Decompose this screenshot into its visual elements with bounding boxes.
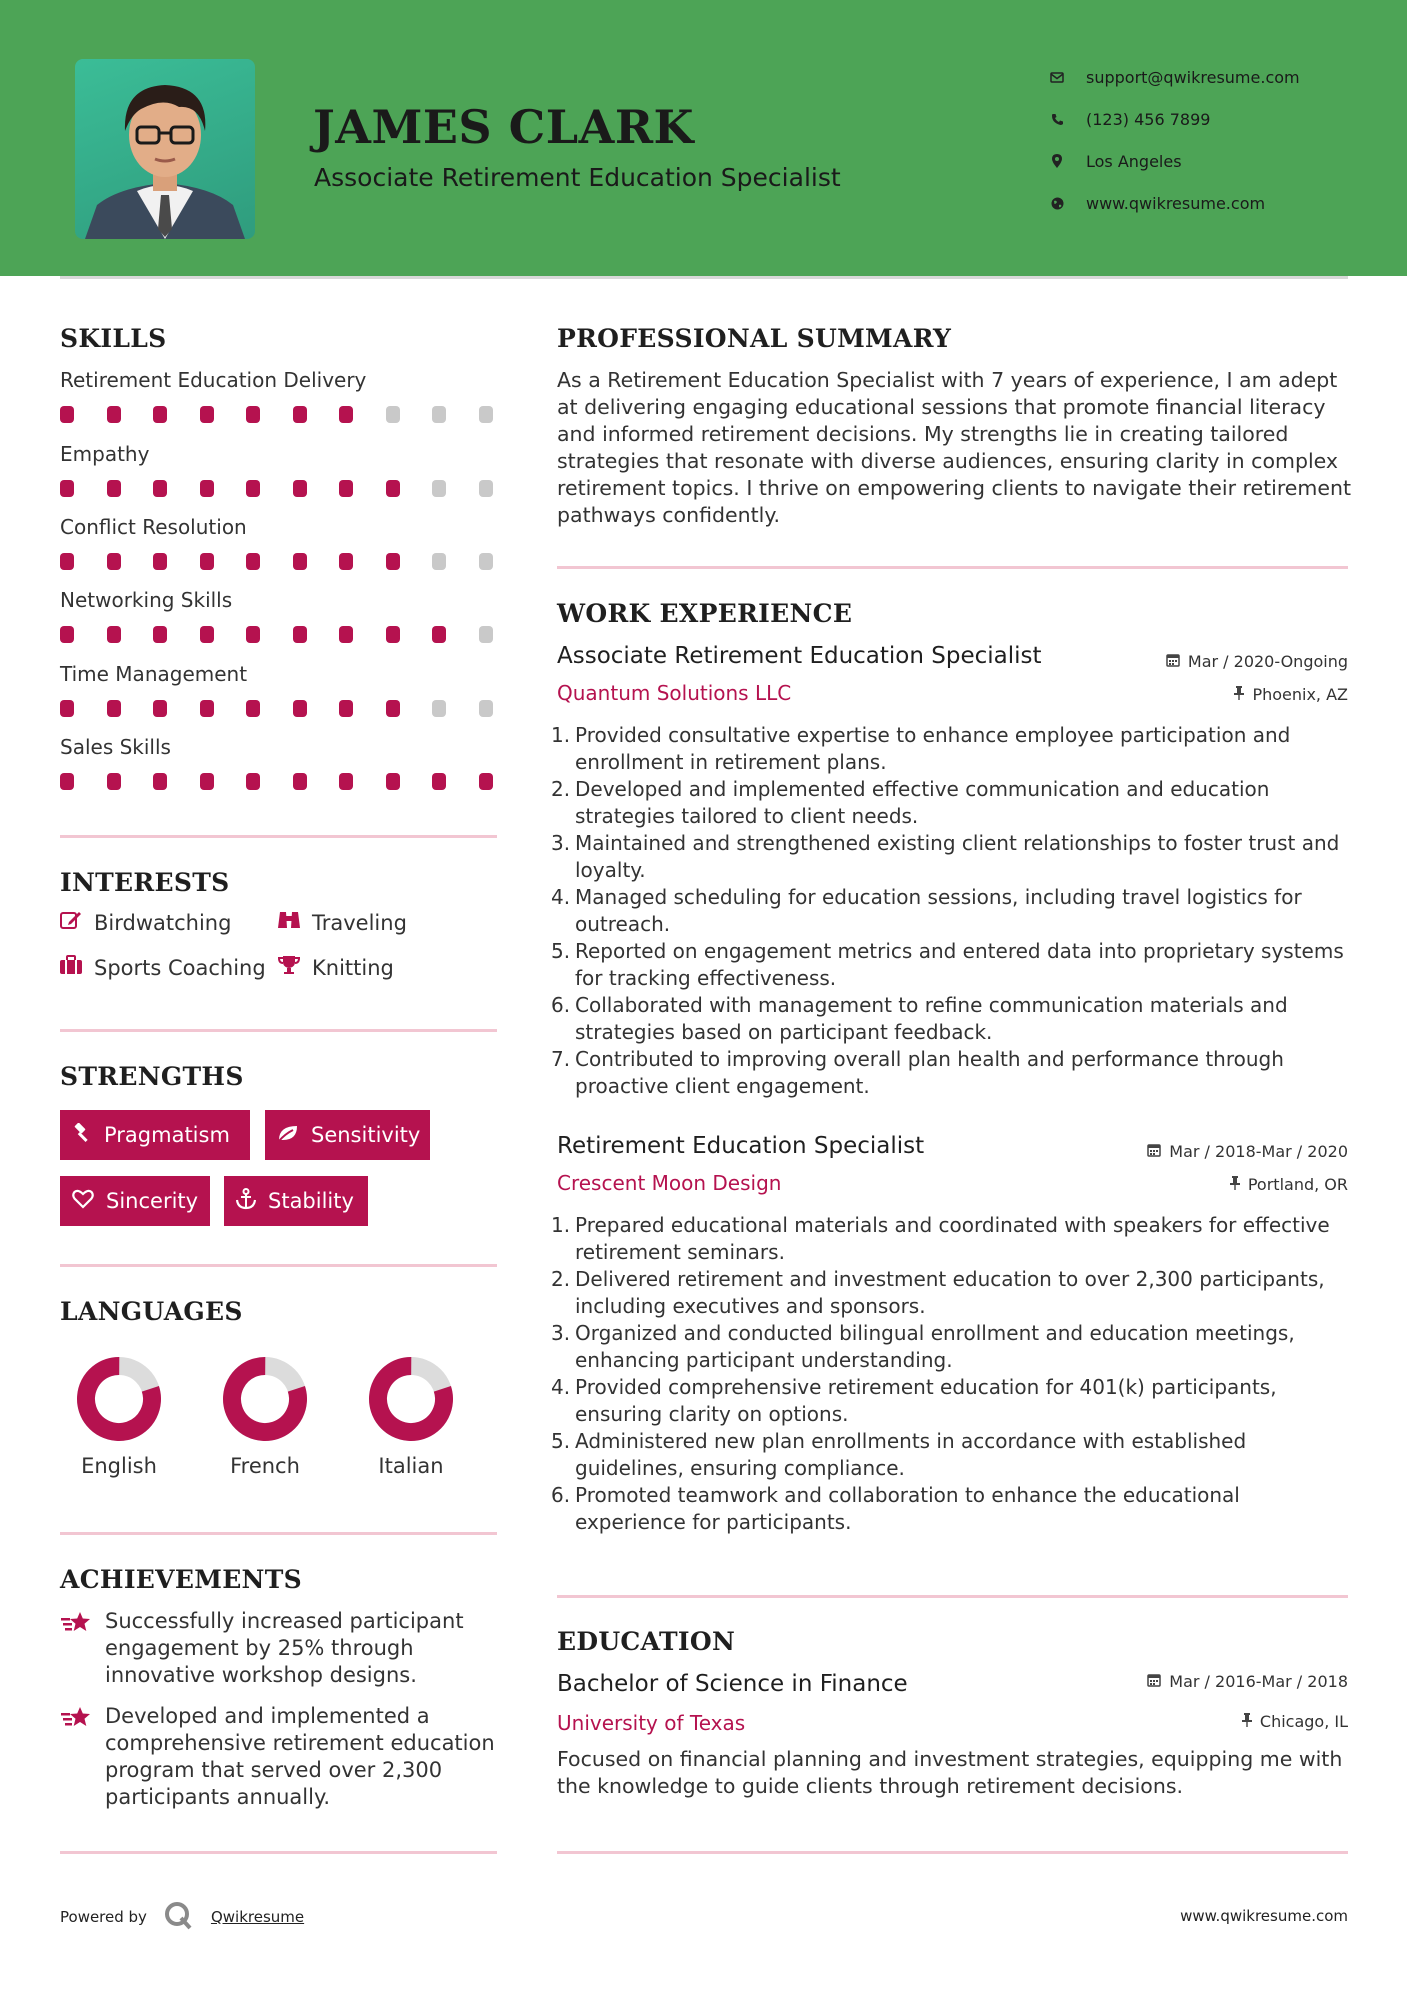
shooting-star-icon <box>60 1608 92 1689</box>
skill-dot-filled <box>339 700 353 717</box>
skill-dot-filled <box>339 626 353 643</box>
language-item <box>210 1356 320 1478</box>
skill-dot-filled <box>60 406 74 423</box>
skill-dot-filled <box>200 626 214 643</box>
section-divider <box>60 1029 497 1032</box>
list-item-text: Promoted teamwork and collaboration to enhance the educational experience for participants. <box>575 1483 1240 1534</box>
skill-dot-empty <box>432 406 446 423</box>
strength-label: Stability <box>268 1189 354 1213</box>
skill-rating <box>60 626 500 644</box>
contact-location <box>1050 140 1300 182</box>
trophy-icon <box>276 955 302 980</box>
interest-item <box>58 955 266 980</box>
list-item-text: Managed scheduling for education sessions, including travel logistics for outreach. <box>575 885 1302 936</box>
experience-heading: WORK EXPERIENCE <box>557 599 853 628</box>
map-pin-icon <box>1050 154 1064 168</box>
job-dates-text: Mar / 2020-Ongoing <box>1187 652 1348 671</box>
summary-heading: PROFESSIONAL SUMMARY <box>557 324 952 353</box>
list-item: 6. Collaborated with management to refine communication materials and strategies based on participant feedback. <box>551 993 1288 1044</box>
job-company: Crescent Moon Design <box>557 1171 782 1195</box>
list-item-text: Administered new plan enrollments in accordance with established guidelines, ensuring compliance. <box>575 1429 1247 1480</box>
job-title: Retirement Education Specialist <box>557 1133 925 1159</box>
footer-website[interactable]: www.qwikresume.com <box>1180 1907 1348 1925</box>
skill-rating <box>60 480 500 498</box>
qwikresume-logo-icon <box>163 1900 193 1934</box>
skill-label: Time Management <box>60 662 248 686</box>
list-item-text: Collaborated with management to refine communication materials and strategies based on participant feedback. <box>575 993 1288 1044</box>
achievements-heading: ACHIEVEMENTS <box>60 1565 302 1594</box>
skill-dot-empty <box>432 553 446 570</box>
section-divider <box>60 1851 497 1854</box>
skill-dot-filled <box>153 406 167 423</box>
contact-email-text: support@qwikresume.com <box>1086 67 1300 87</box>
skill-dot-filled <box>60 773 74 790</box>
skill-dot-filled <box>60 700 74 717</box>
list-item-text: Delivered retirement and investment education to over 2,300 participants, including executives and sponsors. <box>575 1267 1325 1318</box>
skill-rating <box>60 773 500 791</box>
language-donut <box>76 1356 162 1442</box>
calendar-icon <box>1147 1673 1161 1691</box>
strength-label: Pragmatism <box>104 1123 230 1147</box>
skill-dot-empty <box>479 700 493 717</box>
skill-dot-filled <box>107 480 121 497</box>
languages-heading: LANGUAGES <box>60 1297 243 1326</box>
shooting-star-icon <box>60 1703 92 1811</box>
contact-list <box>1050 56 1300 224</box>
skill-dot-empty <box>432 700 446 717</box>
skill-dot-filled <box>60 626 74 643</box>
language-label: French <box>230 1454 300 1478</box>
education-dates-text: Mar / 2016-Mar / 2018 <box>1169 1672 1348 1691</box>
skill-rating <box>60 700 500 718</box>
list-item: 4. Managed scheduling for education sessions, including travel logistics for outreach. <box>551 885 1302 936</box>
pushpin-icon <box>1234 686 1244 704</box>
binoculars-icon <box>276 910 302 935</box>
skill-dot-empty <box>479 406 493 423</box>
skill-dot-filled <box>153 700 167 717</box>
skill-label: Empathy <box>60 442 150 466</box>
skill-label: Conflict Resolution <box>60 515 247 539</box>
language-donut <box>222 1356 308 1442</box>
list-item-text: Reported on engagement metrics and entered data into proprietary systems for tracking effectiveness. <box>575 939 1344 990</box>
skill-dot-filled <box>246 700 260 717</box>
language-donut <box>368 1356 454 1442</box>
job-location-text: Portland, OR <box>1247 1175 1348 1194</box>
list-item-text: Organized and conducted bilingual enrollment and education meetings, enhancing participant understanding. <box>575 1321 1295 1372</box>
job-dates <box>1147 1142 1348 1161</box>
achievement-text: Successfully increased participant engagement by 25% through innovative workshop designs. <box>105 1609 464 1687</box>
skill-label: Retirement Education Delivery <box>60 368 367 392</box>
strength-tag <box>60 1176 210 1226</box>
skill-label: Sales Skills <box>60 735 171 759</box>
education-location <box>1242 1712 1348 1731</box>
profile-photo <box>75 59 255 239</box>
skill-dot-filled <box>293 773 307 790</box>
list-item-text: Developed and implemented effective communication and education strategies tailored to client needs. <box>575 777 1270 828</box>
section-divider <box>60 835 497 838</box>
contact-phone[interactable] <box>1050 98 1300 140</box>
list-item: 2. Delivered retirement and investment education to over 2,300 participants, including executives and sponsors. <box>551 1267 1325 1318</box>
contact-phone-text: (123) 456 7899 <box>1086 109 1211 129</box>
list-item: 1. Prepared educational materials and coordinated with speakers for effective retirement seminars. <box>551 1213 1330 1264</box>
edit-icon <box>58 910 84 935</box>
skill-dot-filled <box>386 553 400 570</box>
skill-dot-filled <box>200 700 214 717</box>
contact-website[interactable] <box>1050 182 1300 224</box>
language-item <box>64 1356 174 1478</box>
strength-tag <box>265 1110 430 1160</box>
strength-tag <box>60 1110 250 1160</box>
skill-dot-filled <box>339 773 353 790</box>
skill-dot-filled <box>153 480 167 497</box>
skill-dot-filled <box>432 626 446 643</box>
list-item: 2. Developed and implemented effective communication and education strategies tailored to client needs. <box>551 777 1270 828</box>
job-company: Quantum Solutions LLC <box>557 681 792 705</box>
contact-location-text: Los Angeles <box>1086 151 1182 171</box>
list-item: 5. Administered new plan enrollments in accordance with established guidelines, ensuring compliance. <box>551 1429 1247 1480</box>
gavel-icon <box>72 1123 92 1148</box>
job-location <box>1230 1175 1348 1194</box>
list-item-text: Provided consultative expertise to enhance employee participation and enrollment in retirement plans. <box>575 723 1291 774</box>
calendar-icon <box>1166 653 1180 671</box>
job-dates <box>1166 652 1348 671</box>
candidate-name: JAMES CLARK <box>313 100 695 154</box>
skill-dot-filled <box>60 553 74 570</box>
achievement-text: Developed and implemented a comprehensive retirement education program that served over 2,300 participants annually. <box>105 1704 495 1809</box>
list-item-text: Maintained and strengthened existing client relationships to foster trust and loyalty. <box>575 831 1340 882</box>
skill-dot-filled <box>246 406 260 423</box>
skills-heading: SKILLS <box>60 324 167 353</box>
language-label: Italian <box>378 1454 444 1478</box>
job-location <box>1234 685 1348 704</box>
skill-dot-filled <box>153 773 167 790</box>
list-item: 7. Contributed to improving overall plan health and performance through proactive client engagement. <box>551 1047 1284 1098</box>
skill-dot-empty <box>479 553 493 570</box>
section-divider <box>557 1851 1348 1854</box>
education-description: Focused on financial planning and investment strategies, equipping me with the knowledge to guide clients through retirement decisions. <box>557 1747 1343 1798</box>
skill-dot-filled <box>293 700 307 717</box>
skill-dot-filled <box>386 773 400 790</box>
skill-dot-empty <box>386 406 400 423</box>
skill-dot-filled <box>200 773 214 790</box>
skill-dot-filled <box>339 553 353 570</box>
strength-label: Sincerity <box>106 1189 199 1213</box>
skill-dot-filled <box>386 700 400 717</box>
skill-dot-filled <box>246 553 260 570</box>
achievement-item <box>60 1608 500 1689</box>
skill-dot-filled <box>339 406 353 423</box>
skill-dot-filled <box>107 406 121 423</box>
phone-icon <box>1050 113 1064 126</box>
skill-dot-filled <box>432 773 446 790</box>
skill-dot-empty <box>479 480 493 497</box>
contact-email[interactable] <box>1050 56 1300 98</box>
skill-dot-filled <box>200 406 214 423</box>
skill-dot-filled <box>60 480 74 497</box>
strengths-heading: STRENGTHS <box>60 1062 244 1091</box>
heart-icon <box>72 1189 94 1214</box>
skill-dot-filled <box>386 480 400 497</box>
skill-dot-filled <box>293 553 307 570</box>
candidate-title: Associate Retirement Education Specialist <box>314 163 841 192</box>
skill-dot-filled <box>246 480 260 497</box>
list-item: 3. Organized and conducted bilingual enrollment and education meetings, enhancing participant understanding. <box>551 1321 1295 1372</box>
list-item: 5. Reported on engagement metrics and entered data into proprietary systems for tracking effectiveness. <box>551 939 1344 990</box>
interest-label: Birdwatching <box>94 910 232 935</box>
section-divider <box>60 1264 497 1267</box>
footer-powered-by <box>60 1900 304 1934</box>
skill-dot-filled <box>153 553 167 570</box>
education-dates <box>1147 1672 1348 1691</box>
interest-item <box>276 910 407 935</box>
globe-icon <box>1050 197 1064 210</box>
skill-dot-filled <box>386 626 400 643</box>
interest-label: Sports Coaching <box>94 955 266 980</box>
section-divider <box>557 1595 1348 1598</box>
skill-dot-filled <box>293 626 307 643</box>
list-item: 4. Provided comprehensive retirement education for 401(k) participants, ensuring clarity on options. <box>551 1375 1277 1426</box>
list-item-text: Contributed to improving overall plan health and performance through proactive client engagement. <box>575 1047 1284 1098</box>
interest-item <box>276 955 394 980</box>
skill-dot-filled <box>107 553 121 570</box>
skill-dot-empty <box>432 480 446 497</box>
skill-dot-filled <box>293 480 307 497</box>
contact-website-text: www.qwikresume.com <box>1086 193 1266 213</box>
envelope-icon <box>1050 72 1064 83</box>
education-location-text: Chicago, IL <box>1259 1712 1348 1731</box>
skill-dot-filled <box>107 773 121 790</box>
skill-dot-filled <box>107 626 121 643</box>
job-location-text: Phoenix, AZ <box>1252 685 1348 704</box>
strength-label: Sensitivity <box>311 1123 421 1147</box>
interests-heading: INTERESTS <box>60 868 230 897</box>
briefcase-icon <box>58 955 84 980</box>
job-dates-text: Mar / 2018-Mar / 2020 <box>1169 1142 1348 1161</box>
language-label: English <box>81 1454 157 1478</box>
skill-dot-filled <box>107 700 121 717</box>
interest-item <box>58 910 231 935</box>
degree-title: Bachelor of Science in Finance <box>557 1671 908 1697</box>
interest-label: Knitting <box>312 955 394 980</box>
job-bullets <box>551 722 1351 1100</box>
job-bullets <box>551 1212 1351 1536</box>
list-item-text: Provided comprehensive retirement education for 401(k) participants, ensuring clarity on options. <box>575 1375 1277 1426</box>
skill-rating <box>60 406 500 424</box>
anchor-icon <box>236 1188 256 1215</box>
powered-by-text: Powered by <box>60 1908 147 1926</box>
pushpin-icon <box>1242 1713 1252 1731</box>
strength-tag <box>224 1176 368 1226</box>
skill-dot-filled <box>339 480 353 497</box>
skill-dot-filled <box>200 553 214 570</box>
pushpin-icon <box>1230 1176 1240 1194</box>
skill-label: Networking Skills <box>60 588 233 612</box>
interest-label: Traveling <box>312 910 407 935</box>
language-item <box>356 1356 466 1478</box>
list-item-text: Prepared educational materials and coordinated with speakers for effective retirement seminars. <box>575 1213 1330 1264</box>
header-divider <box>60 276 1348 279</box>
section-divider <box>557 566 1348 569</box>
skill-dot-filled <box>479 773 493 790</box>
skill-rating <box>60 553 500 571</box>
skill-dot-filled <box>200 480 214 497</box>
skill-dot-filled <box>153 626 167 643</box>
list-item: 1. Provided consultative expertise to enhance employee participation and enrollment in retirement plans. <box>551 723 1291 774</box>
qwikresume-link[interactable]: Qwikresume <box>210 1908 305 1926</box>
skill-dot-filled <box>246 626 260 643</box>
skill-dot-empty <box>479 626 493 643</box>
calendar-icon <box>1147 1143 1161 1161</box>
list-item: 6. Promoted teamwork and collaboration to enhance the educational experience for participants. <box>551 1483 1240 1534</box>
job-title: Associate Retirement Education Specialist <box>557 643 1042 669</box>
list-item: 3. Maintained and strengthened existing client relationships to foster trust and loyalty. <box>551 831 1340 882</box>
summary-text: As a Retirement Education Specialist with 7 years of experience, I am adept at delivering engaging educational sessions that promote financial literacy and informed retirement decisions. My strengths lie in creating tailored strategies that resonate with diverse audiences, ensuring clarity in complex retirement topics. I thrive on empowering clients to navigate their retirement pathways confidently. <box>557 368 1352 527</box>
header-banner <box>0 0 1407 276</box>
achievement-item <box>60 1703 500 1811</box>
education-heading: EDUCATION <box>557 1627 736 1656</box>
leaf-icon <box>277 1123 299 1147</box>
section-divider <box>60 1532 497 1535</box>
school-name: University of Texas <box>557 1711 746 1735</box>
skill-dot-filled <box>293 406 307 423</box>
skill-dot-filled <box>246 773 260 790</box>
